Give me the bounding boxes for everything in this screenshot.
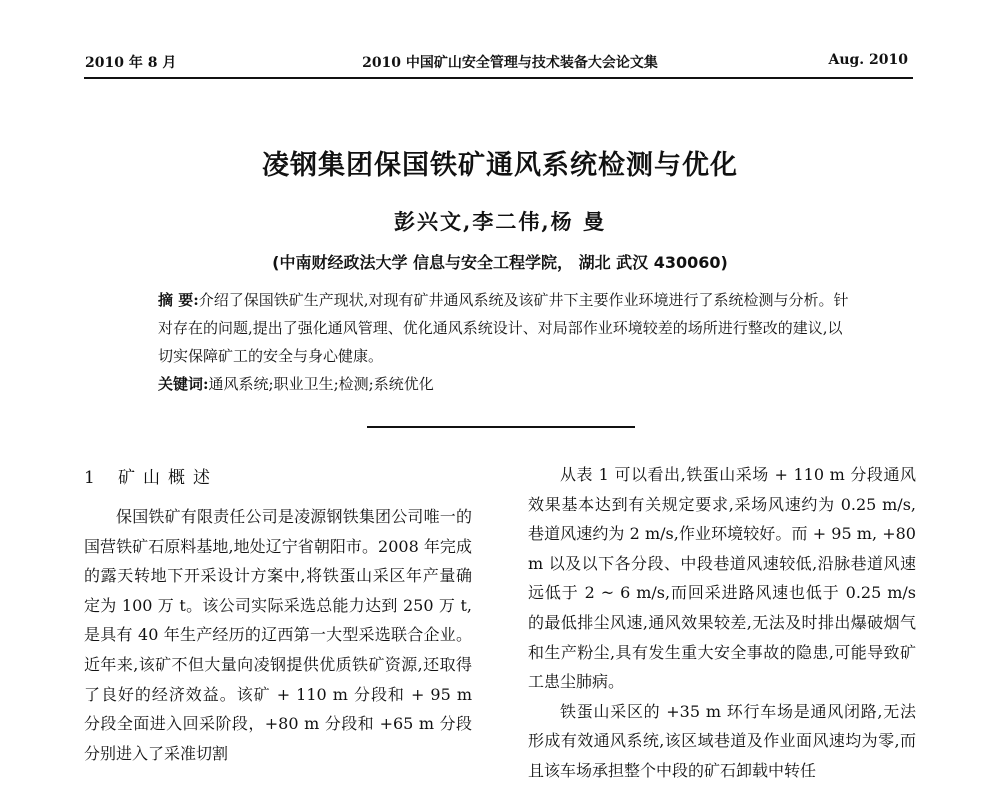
running-header-date: 2010 年 8 月 [85, 55, 177, 71]
keywords-label: 关键词: [158, 375, 209, 393]
section-number: 1 [84, 468, 95, 488]
section-paragraph: 保国铁矿有限责任公司是凌源钢铁集团公司唯一的国营铁矿石原料基地,地处辽宁省朝阳市。2008 年完成的露天转地下开采设计方案中,将铁蛋山采区年产量确定为 100 万 t。该公司实际采选总能力达到 250 万 t,是具有 40 年生产经历的辽西第一大型采选联合企业。近年来,该矿不但大量向凌钢提供优质铁矿资源,还取得了良好的经济效益。该矿 + 110 m 分段和 + 95 m 分段全面进入回采阶段，+80 m 分段和 +65 m 分段分别进入了采准切割 [84, 507, 472, 763]
running-header-date-en: Aug. 2010 [828, 52, 908, 68]
keywords-paragraph [158, 370, 853, 398]
right-paragraph-1: 从表 1 可以看出,铁蛋山采场 + 110 m 分段通风效果基本达到有关规定要求,采场风速约为 0.25 m/s,巷道风速约为 2 m/s,作业环境较好。而 + 95 m, +80 m 以及以下各分段、中段巷道风速较低,沿脉巷道风速远低于 2 ~ 6 m/s,而回采进路风速也低于 0.25 m/s 的最低排尘风速,通风效果较差,无法及时排出爆破烟气和生产粉尘,具有发生重大安全事故的隐患,可能导致矿工患尘肺病。 [528, 465, 916, 692]
abstract-paragraph [158, 286, 853, 370]
section-title: 矿山概述 [118, 468, 218, 488]
header-rule [84, 77, 913, 79]
left-column [84, 460, 472, 768]
right-paragraph-2: 铁蛋山采区的 +35 m 环行车场是通风闭路,无法形成有效通风系统,该区域巷道及作业面风速均为零,而且该车场承担整个中段的矿石卸载中转任 [528, 701, 916, 780]
paper-authors: 彭兴文,李二伟,杨 曼 [394, 209, 606, 234]
abstract-rule [367, 426, 635, 428]
section-heading [84, 464, 472, 492]
author-affiliation: (中南财经政法大学 信息与安全工程学院， 湖北 武汉 430060) [272, 253, 728, 272]
abstract-block [158, 286, 853, 398]
abstract-label: 摘 要: [158, 291, 199, 309]
paper-title: 凌钢集团保国铁矿通风系统检测与优化 [262, 150, 738, 181]
right-column [528, 460, 916, 786]
keywords-text: 通风系统;职业卫生;检测;系统优化 [208, 375, 434, 393]
abstract-text: 介绍了保国铁矿生产现状,对现有矿井通风系统及该矿井下主要作业环境进行了系统检测与分析。针对存在的问题,提出了强化通风管理、优化通风系统设计、对局部作业环境较差的场所进行整改的建议,以切实保障矿工的安全与身心健康。 [158, 291, 849, 365]
running-header-proceedings: 2010 中国矿山安全管理与技术装备大会论文集 [362, 55, 658, 71]
